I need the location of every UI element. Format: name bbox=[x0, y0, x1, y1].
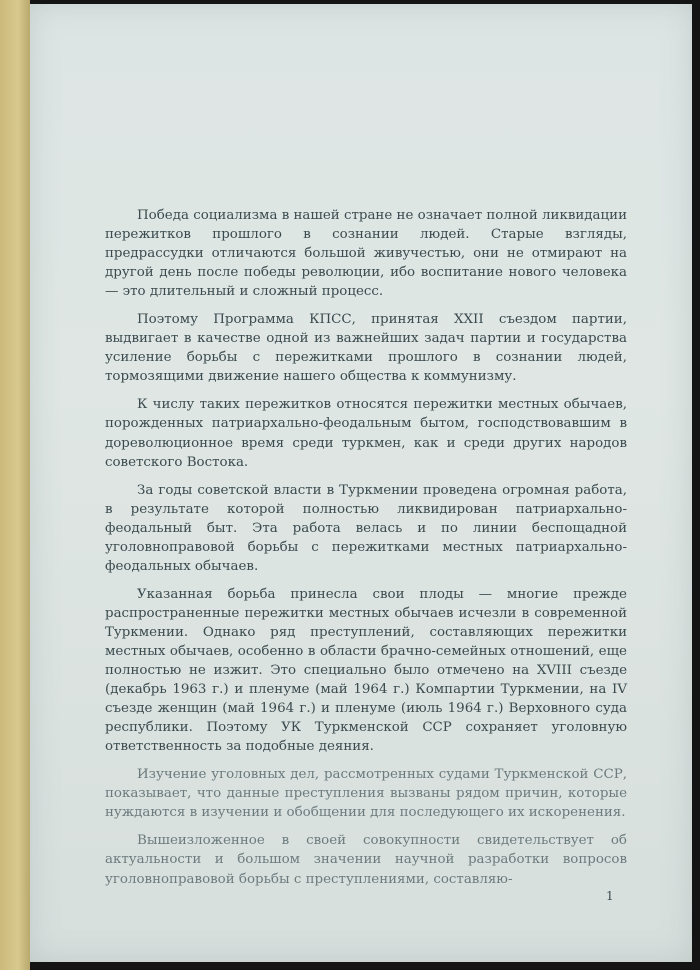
body-text bbox=[105, 206, 627, 898]
binding-edge bbox=[0, 0, 30, 970]
document-page bbox=[30, 4, 692, 962]
paragraph: Изучение уголовных дел, рассмотренных судами Туркменской ССР, показывает, что данные преступления вызваны рядом причин, которые нуждаются в изучении и обобщении для последующего их искоренения. bbox=[105, 767, 627, 821]
paragraph: Указанная борьба принесла свои плоды — многие прежде распространенные пережитки местных обычаев исчезли в современной Туркмении. Однако ряд преступлений, составляющих пережитки местных обычаев, особенно в области брачно-семейных отношений, еще полностью не изжит. Это специально было отмечено на XVIII съезде (декабрь 1963 г.) и пленуме (май 1964 г.) Компартии Туркмении, на IV съезде женщин (май 1964 г.) и пленуме (июль 1964 г.) Верховного суда республики. Поэтому УК Туркменской ССР сохраняет уголовную ответственность за подобные деяния. bbox=[105, 586, 627, 755]
paragraph: За годы советской власти в Туркмении проведена огромная работа, в результате которой полностью ликвидирован патриархально-феодальный быт. Эта работа велась и по линии беспощадной уголовноправовой борьбы с пережитками местных патриархально-феодальных обычаев. bbox=[105, 482, 627, 574]
paragraph: К числу таких пережитков относятся пережитки местных обычаев, порожденных патриархально-феодальным бытом, господствовавшим в дореволюционное время среди туркмен, как и среди других народов советского Востока. bbox=[105, 397, 627, 470]
paragraph: Вышеизложенное в своей совокупности свидетельствует об актуальности и большом значении научной разработки вопросов уголовноправовой борьбы с преступлениями, составляю- bbox=[105, 833, 627, 887]
page-number: 1 bbox=[606, 889, 614, 903]
paragraph: Поэтому Программа КПСС, принятая XXII съездом партии, выдвигает в качестве одной из важнейших задач партии и государства усиление борьбы с пережитками прошлого в сознании людей, тормозящими движение нашего общества к коммунизму. bbox=[105, 312, 627, 385]
paragraph: Победа социализма в нашей стране не означает полной ликвидации пережитков прошлого в сознании людей. Старые взгляды, предрассудки отличаются большой живучестью, они не отмирают на другой день после победы революции, ибо воспитание нового человека — это длительный и сложный процесс. bbox=[105, 208, 627, 300]
